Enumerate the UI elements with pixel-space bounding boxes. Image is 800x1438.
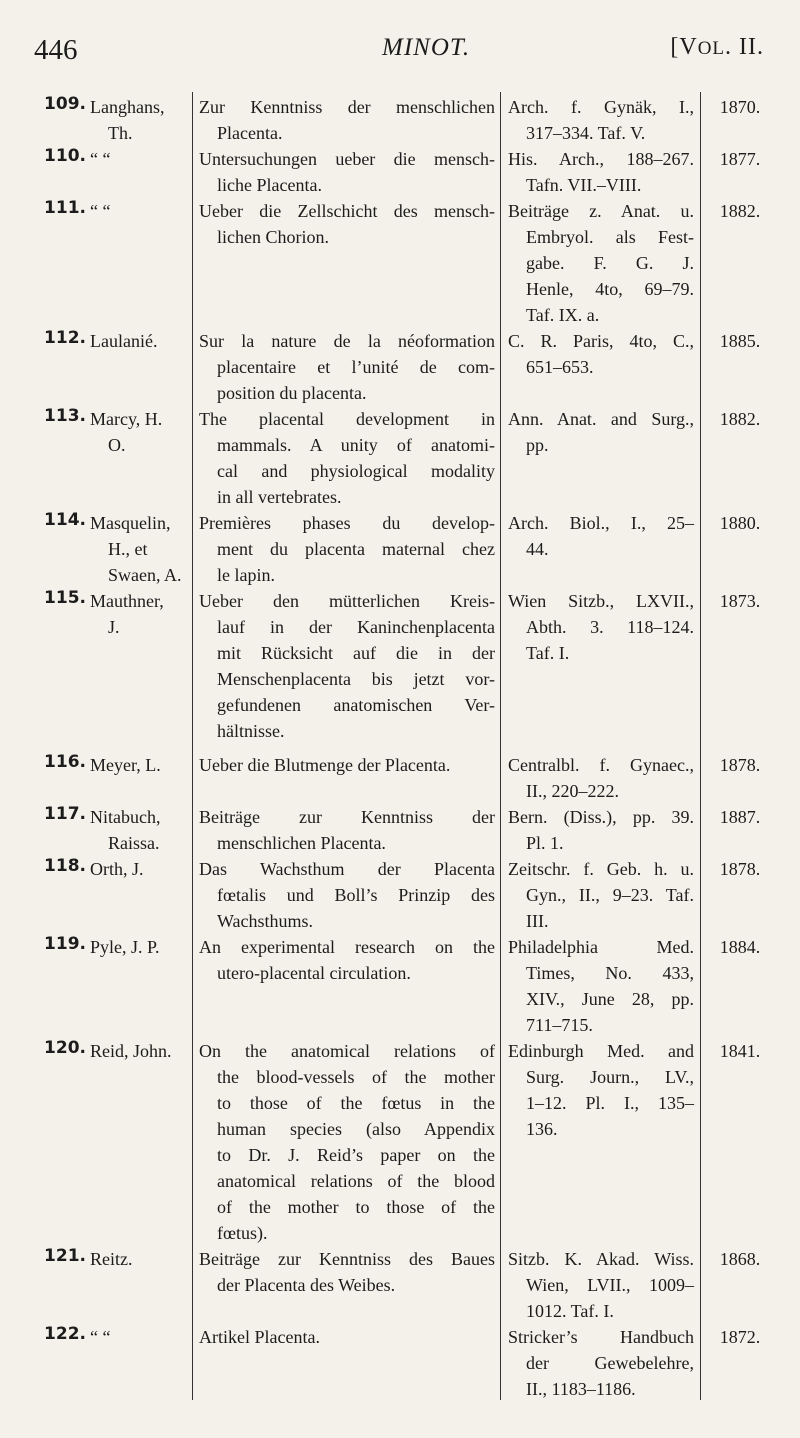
entry-title	[199, 1038, 495, 1246]
entry-number: 109.	[44, 94, 86, 114]
entry-source-line: Taf. IX. a.	[526, 305, 600, 325]
entry-source-line: 651–653.	[526, 357, 594, 377]
entry-title-line: in all vertebrates.	[217, 487, 342, 507]
entry-title-line: Ueber die Blutmenge der Placenta.	[199, 755, 451, 775]
entry-year: 1882.	[719, 409, 761, 429]
entry-source	[508, 406, 694, 458]
entry-source-line: Embryol. als Fest-	[526, 227, 694, 247]
entry-number: 114.	[44, 510, 86, 530]
entry-source-line: Surg. Journ., LV.,	[526, 1067, 694, 1087]
entry-author-line: Raissa.	[108, 833, 160, 853]
entry-number: 110.	[44, 146, 86, 166]
entry-author-line: Laulanié.	[90, 331, 158, 351]
entry-source-line: XIV., June 28, pp.	[526, 989, 694, 1009]
entry-title-line: Ueber die Zellschicht des mensch-	[199, 201, 495, 221]
entry-source-line: Ann. Anat. and Surg.,	[508, 409, 694, 429]
entry-source-line: Wien Sitzb., LXVII.,	[508, 591, 694, 611]
entry-title	[199, 146, 495, 198]
entry-title-line: cal and physiological modality	[217, 461, 495, 481]
entry-title-line: Beiträge zur Kenntniss des Baues	[199, 1249, 495, 1269]
entry-title-line: lauf in der Kaninchenplacenta	[217, 617, 495, 637]
entry-title-line: Das Wachsthum der Placenta	[199, 859, 495, 879]
entry-year: 1884.	[719, 937, 761, 957]
entry-title	[199, 1324, 495, 1350]
entry-year: 1873.	[719, 591, 761, 611]
entry-year: 1878.	[719, 755, 761, 775]
entry-number: 122.	[44, 1324, 86, 1344]
entry-title-line: fœtalis und Boll’s Prinzip des	[217, 885, 495, 905]
entry-author	[90, 328, 190, 354]
column-rule-1	[192, 92, 193, 1400]
entry-number: 119.	[44, 934, 86, 954]
entry-source-line: II., 1183–1186.	[526, 1379, 636, 1399]
entry-author	[90, 94, 190, 146]
entry-source	[508, 1324, 694, 1402]
entry-title-line: liche Placenta.	[217, 175, 322, 195]
entry-source-line: Sitzb. K. Akad. Wiss.	[508, 1249, 694, 1269]
entry-year: 1868.	[719, 1249, 761, 1269]
entry-source-line: Taf. I.	[526, 643, 570, 663]
entry-title-line: Sur la nature de la néoformation	[199, 331, 495, 351]
entry-author-line: Pyle, J. P.	[90, 937, 160, 957]
entry-title-line: lichen Chorion.	[217, 227, 329, 247]
entry-source	[508, 588, 694, 666]
entry-source-line: III.	[526, 911, 549, 931]
entry-year: 1885.	[719, 331, 761, 351]
entry-author	[90, 198, 190, 224]
entry-source-line: Henle, 4to, 69–79.	[526, 279, 694, 299]
entry-source-line: 1012. Taf. I.	[526, 1301, 614, 1321]
entry-title	[199, 588, 495, 744]
entry-title-line: Zur Kenntniss der menschlichen	[199, 97, 495, 117]
entry-year: 1872.	[719, 1327, 761, 1347]
entry-title-line: le lapin.	[217, 565, 275, 585]
entry-source-line: gabe. F. G. J.	[526, 253, 694, 273]
entry-author-line: J.	[108, 617, 120, 637]
entry-year: 1841.	[719, 1041, 761, 1061]
entry-number: 116.	[44, 752, 86, 772]
entry-title-line: Beiträge zur Kenntniss der	[199, 807, 495, 827]
entry-author-line: Reid, John.	[90, 1041, 172, 1061]
entry-number: 115.	[44, 588, 86, 608]
entry-source-line: Beiträge z. Anat. u.	[508, 201, 694, 221]
entry-source-line: 1–12. Pl. I., 135–	[526, 1093, 694, 1113]
entry-number: 117.	[44, 804, 86, 824]
entry-year: 1880.	[719, 513, 761, 533]
entry-title	[199, 328, 495, 406]
entry-title-line: utero-placental circulation.	[217, 963, 411, 983]
entry-title-line: An experimental research on the	[199, 937, 495, 957]
entry-author	[90, 1324, 190, 1350]
entry-author-line: Meyer, L.	[90, 755, 161, 775]
entry-title-line: position du placenta.	[217, 383, 367, 403]
entry-source	[508, 752, 694, 804]
entry-source-line: 711–715.	[526, 1015, 593, 1035]
entry-source-line: 44.	[526, 539, 549, 559]
entry-author-line: Orth, J.	[90, 859, 144, 879]
entry-author	[90, 146, 190, 172]
entry-number: 113.	[44, 406, 86, 426]
entry-title-line: Artikel Placenta.	[199, 1327, 320, 1347]
entry-author	[90, 804, 190, 856]
entry-source-line: Philadelphia Med.	[508, 937, 694, 957]
entry-author-line: Langhans,	[90, 97, 165, 117]
entry-source-line: Centralbl. f. Gynaec.,	[508, 755, 694, 775]
entry-author-line: Mauthner,	[90, 591, 164, 611]
entry-year: 1887.	[719, 807, 761, 827]
entry-source	[508, 1038, 694, 1142]
entry-title-line: Premières phases du develop-	[199, 513, 495, 533]
entry-source	[508, 146, 694, 198]
entry-author-line: Marcy, H.	[90, 409, 163, 429]
entry-source-line: Pl. 1.	[526, 833, 564, 853]
entry-source-line: 317–334. Taf. V.	[526, 123, 646, 143]
entry-author	[90, 510, 190, 588]
entry-source-line: Arch. Biol., I., 25–	[508, 513, 694, 533]
entry-number: 121.	[44, 1246, 86, 1266]
entry-title-line: The placental development in	[199, 409, 495, 429]
volume-small-caps: OL	[697, 38, 726, 59]
entry-title-line: gefundenen anatomischen Ver-	[217, 695, 495, 715]
entry-source	[508, 934, 694, 1038]
entry-year: 1882.	[719, 201, 761, 221]
entry-author	[90, 1038, 190, 1064]
entry-author-line: O.	[108, 435, 126, 455]
entry-title-line: mammals. A unity of anatomi-	[217, 435, 495, 455]
entry-author-line: “ “	[90, 201, 111, 221]
running-header	[30, 30, 764, 70]
entry-author-line: Reitz.	[90, 1249, 133, 1269]
entry-source	[508, 1246, 694, 1324]
entry-title-line: to those of the fœtus in the	[217, 1093, 495, 1113]
entry-number: 112.	[44, 328, 86, 348]
entry-title-line: ment du placenta maternal chez	[217, 539, 495, 559]
entry-source-line: C. R. Paris, 4to, C.,	[508, 331, 694, 351]
entry-author-line: Th.	[108, 123, 133, 143]
entry-author	[90, 406, 190, 458]
entry-title	[199, 406, 495, 510]
entry-author-line: Nitabuch,	[90, 807, 161, 827]
entry-title-line: On the anatomical relations of	[199, 1041, 495, 1061]
entry-title	[199, 198, 495, 250]
entry-number: 120.	[44, 1038, 86, 1058]
entry-number: 111.	[44, 198, 86, 218]
entry-author-line: Masquelin,	[90, 513, 171, 533]
entry-source	[508, 198, 694, 328]
entry-source	[508, 510, 694, 562]
entry-author-line: “ “	[90, 149, 111, 169]
entry-source-line: II., 220–222.	[526, 781, 619, 801]
entry-title-line: mit Rücksicht auf die in der	[217, 643, 495, 663]
entry-title	[199, 510, 495, 588]
volume-suffix: . II.	[725, 34, 764, 60]
running-title: MINOT.	[382, 34, 471, 61]
entry-title	[199, 1246, 495, 1298]
entry-source-line: pp.	[526, 435, 549, 455]
entry-year: 1877.	[719, 149, 761, 169]
column-rule-3	[700, 92, 701, 1400]
entry-title-line: fœtus).	[217, 1223, 268, 1243]
entry-title-line: Menschenplacenta bis jetzt vor-	[217, 669, 495, 689]
entry-title	[199, 94, 495, 146]
entry-author	[90, 588, 190, 640]
entry-title-line: to Dr. J. Reid’s paper on the	[217, 1145, 495, 1165]
entry-title	[199, 856, 495, 934]
entry-title-line: placentaire et l’unité de com-	[217, 357, 495, 377]
entry-author	[90, 752, 190, 778]
entry-source-line: Bern. (Diss.), pp. 39.	[508, 807, 694, 827]
entry-title-line: Ueber den mütterlichen Kreis-	[199, 591, 495, 611]
entry-source-line: Arch. f. Gynäk, I.,	[508, 97, 694, 117]
entry-title-line: anatomical relations of the blood	[217, 1171, 495, 1191]
column-rule-2	[500, 92, 501, 1400]
entry-title-line: Untersuchungen ueber die mensch-	[199, 149, 495, 169]
volume-prefix: [V	[670, 34, 698, 60]
entry-author	[90, 856, 190, 882]
entry-title-line: Placenta.	[217, 123, 283, 143]
entry-source-line: 136.	[526, 1119, 558, 1139]
entry-author-line: H., et	[108, 539, 148, 559]
entry-author-line: “ “	[90, 1327, 111, 1347]
entry-source	[508, 804, 694, 856]
entry-year: 1878.	[719, 859, 761, 879]
entry-title-line: of the mother to those of the	[217, 1197, 495, 1217]
entry-title-line: human species (also Appendix	[217, 1119, 495, 1139]
page-number: 446	[34, 34, 78, 66]
entry-source-line: Times, No. 433,	[526, 963, 694, 983]
entry-source-line: der Gewebelehre,	[526, 1353, 694, 1373]
entry-source-line: Zeitschr. f. Geb. h. u.	[508, 859, 694, 879]
entry-source-line: His. Arch., 188–267.	[508, 149, 694, 169]
entry-source-line: Abth. 3. 118–124.	[526, 617, 694, 637]
entry-source	[508, 328, 694, 380]
entry-title	[199, 804, 495, 856]
entry-author-line: Swaen, A.	[108, 565, 182, 585]
entry-title-line: menschlichen Placenta.	[217, 833, 386, 853]
entry-source-line: Stricker’s Handbuch	[508, 1327, 694, 1347]
entry-title	[199, 934, 495, 986]
entry-title-line: hältnisse.	[217, 721, 285, 741]
entry-number: 118.	[44, 856, 86, 876]
entry-author	[90, 934, 190, 960]
entry-source	[508, 94, 694, 146]
entry-source-line: Wien, LVII., 1009–	[526, 1275, 694, 1295]
entry-source	[508, 856, 694, 934]
entry-title-line: the blood-vessels of the mother	[217, 1067, 495, 1087]
entry-source-line: Tafn. VII.–VIII.	[526, 175, 642, 195]
entry-source-line: Edinburgh Med. and	[508, 1041, 694, 1061]
entry-title-line: Wachsthums.	[217, 911, 314, 931]
entry-title-line: der Placenta des Weibes.	[217, 1275, 396, 1295]
entry-title	[199, 752, 495, 778]
entry-year: 1870.	[719, 97, 761, 117]
entry-author	[90, 1246, 190, 1272]
entry-source-line: Gyn., II., 9–23. Taf.	[526, 885, 694, 905]
volume-label	[670, 34, 764, 61]
